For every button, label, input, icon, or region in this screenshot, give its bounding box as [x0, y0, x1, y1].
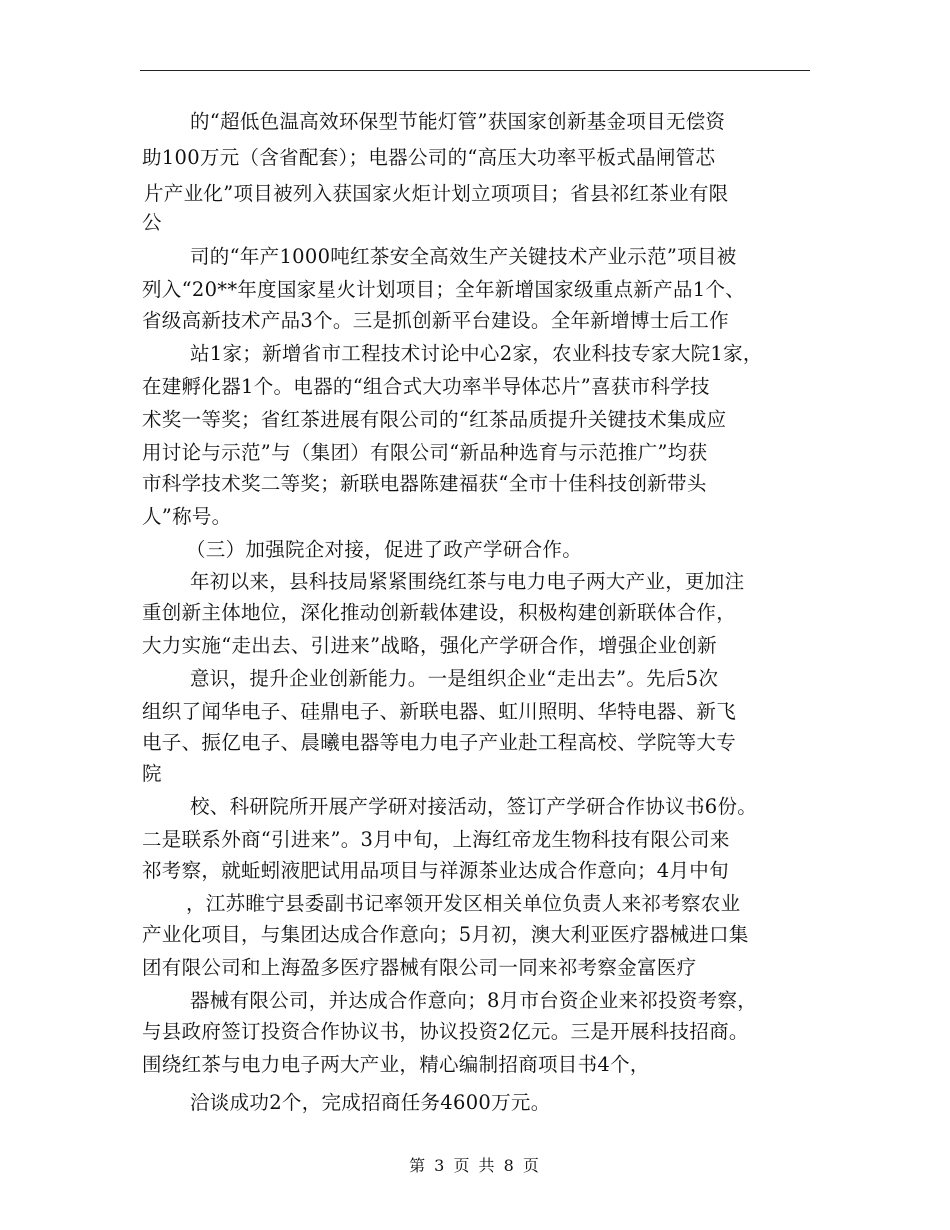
body-line: 司的“年产1000吨红茶安全高效生产关键技术产业示范”项目被 [190, 245, 737, 268]
body-line: 年初以来，县科技局紧紧围绕红茶与电力电子两大产业，更加注 [190, 570, 745, 593]
body-line: 洽谈成功2个，完成招商任务4600万元。 [190, 1091, 551, 1114]
body-line: 助100万元（含省配套）；电器公司的“高压大功率平板式晶闸管芯 [142, 146, 716, 169]
section-heading: （三）加强院企对接，促进了政产学研合作。 [186, 538, 583, 561]
body-line: 在建孵化器1个。电器的“组合式大功率半导体芯片”喜获市科学技 [142, 375, 710, 398]
header-rule [140, 70, 810, 71]
body-line: 组织了闻华电子、硅鼎电子、新联电器、虹川照明、华特电器、新飞 [142, 700, 737, 723]
body-line: 术奖一等奖；省红茶进展有限公司的“红茶品质提升关键技术集成应 [142, 408, 727, 431]
body-line: 产业化项目，与集团达成合作意向；5月初，澳大利亚医疗器械进口集 [142, 923, 749, 946]
body-line: 市科学技术奖二等奖；新联电器陈建福获“全市十佳科技创新带头 [142, 472, 707, 495]
body-line: 大力实施“走出去、引进来”战略，强化产学研合作，增强企业创新 [142, 634, 717, 657]
body-line: 与县政府签订投资合作协议书，协议投资2亿元。三是开展科技招商。 [142, 1020, 749, 1043]
body-line: ，江苏睢宁县委副书记率领开发区相关单位负责人来祁考察农业 [186, 892, 741, 915]
body-line: 校、科研院所开展产学研对接活动，签订产学研合作协议书6份。 [190, 795, 758, 818]
body-line: 站1家；新增省市工程技术讨论中心2家，农业科技专家大院1家， [190, 342, 763, 365]
body-line: 电子、振亿电子、晨曦电器等电力电子产业赴工程高校、学院等大专 [142, 731, 737, 754]
page-number-footer: 第 3 页 共 8 页 [409, 1156, 541, 1175]
body-line: 省级高新技术产品3个。三是抓创新平台建设。全年新增博士后工作 [142, 309, 729, 332]
body-line: 围绕红茶与电力电子两大产业，精心编制招商项目书4个， [142, 1053, 650, 1076]
body-line: 公 [142, 211, 162, 234]
body-line: 祁考察，就蚯蚓液肥试用品项目与祥源茶业达成合作意向；4月中旬 [142, 859, 729, 882]
body-line: 二是联系外商“引进来”。3月中旬，上海红帝龙生物科技有限公司来 [142, 828, 730, 851]
body-line: 的“超低色温高效环保型节能灯管”获国家创新基金项目无偿资 [190, 110, 726, 133]
body-line: 列入“20**年度国家星火计划项目；全年新增国家级重点新产品1个、 [142, 278, 746, 301]
body-line: 院 [142, 762, 162, 785]
body-line: 人”称号。 [142, 505, 232, 528]
body-line: 意识，提升企业创新能力。一是组织企业“走出去”。先后5次 [190, 667, 719, 690]
body-line: 团有限公司和上海盈多医疗器械有限公司一同来祁考察金富医疗 [142, 956, 697, 979]
body-line: 重创新主体地位，深化推动创新载体建设，积极构建创新联体合作， [142, 601, 737, 624]
body-line: 片产业化”项目被列入获国家火炬计划立项项目；省县祁红茶业有限 [144, 182, 729, 205]
body-line: 用讨论与示范”与（集团）有限公司“新品种选育与示范推广”均获 [142, 441, 708, 464]
body-line: 器械有限公司，并达成合作意向；8月市台资企业来祁投资考察， [190, 989, 758, 1012]
